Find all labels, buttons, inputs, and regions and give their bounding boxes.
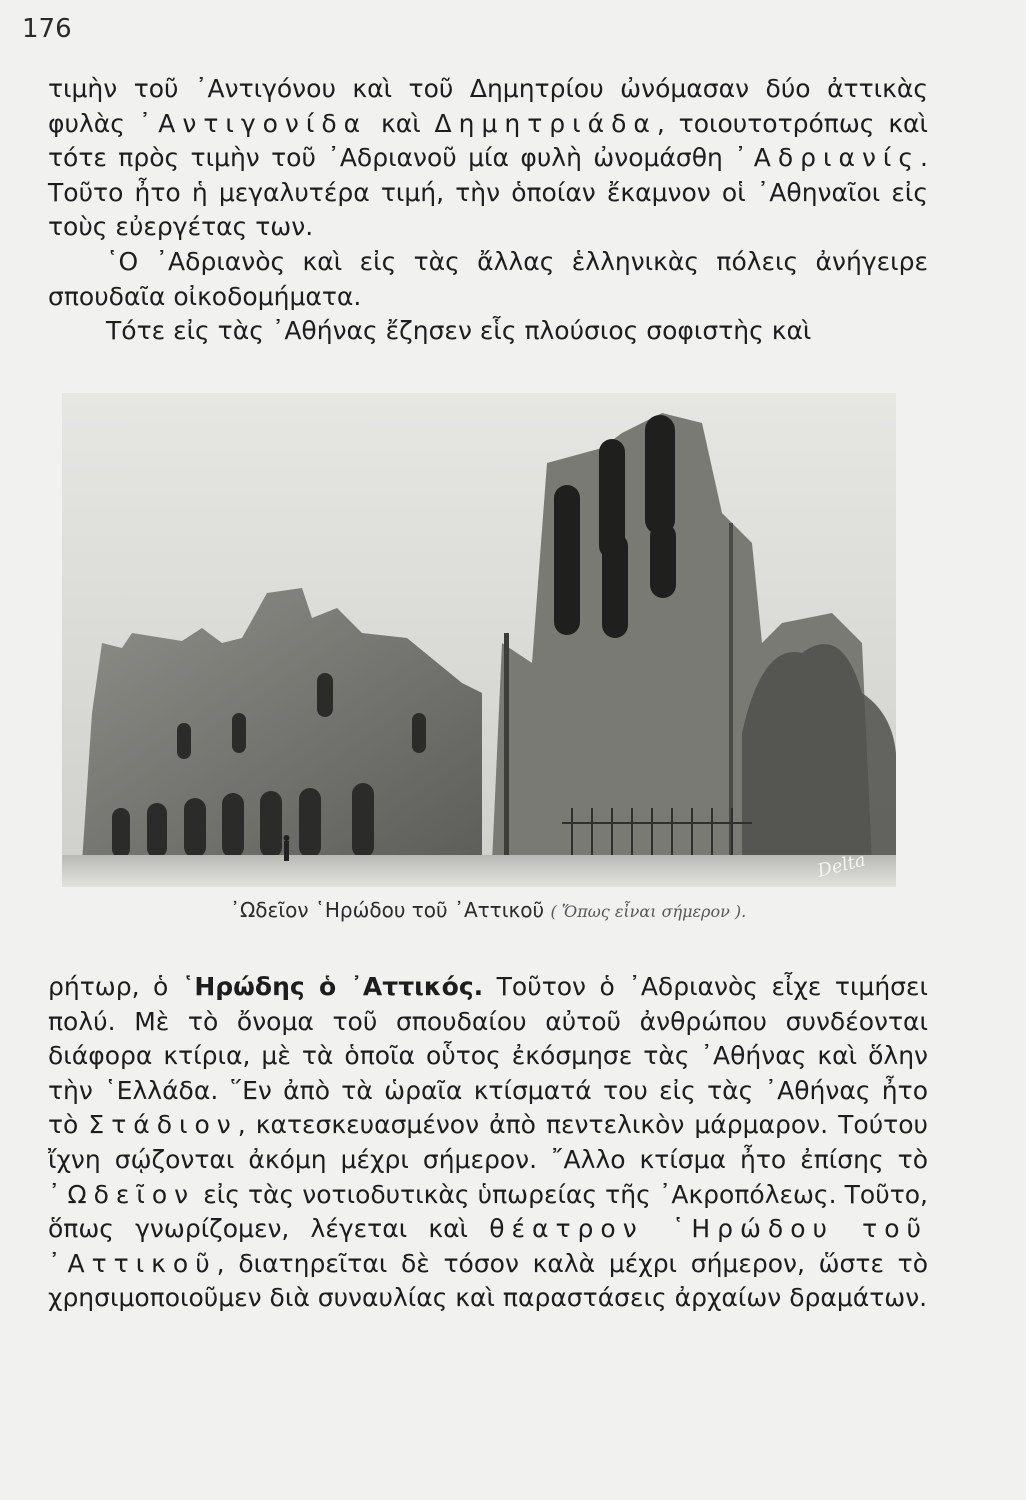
photo-mark: Delta xyxy=(815,849,868,882)
p4-spaced-theatron: θέατρον ῾Ηρώδου τοῦ ᾿Αττικοῦ xyxy=(48,1214,928,1278)
paragraph-3: Τότε εἰς τὰς ᾿Αθήνας ἔζησεν εἷς πλούσιος σοφιστὴς καὶ xyxy=(106,316,812,346)
p4-text-a: ρήτωρ, ὁ xyxy=(48,972,182,1001)
top-text-block xyxy=(48,72,928,349)
caption-note: ( Ὅπως εἶναι σήμερον ). xyxy=(550,902,747,921)
bottom-text-block xyxy=(48,970,928,1316)
p1-text-c: καὶ xyxy=(367,108,435,138)
p4-spaced-stadion: Στάδιον xyxy=(88,1110,238,1140)
p4-text-i: , διατηρεῖται δὲ τόσον καλὰ μέχρι σήμερον, ὥστε τὸ χρησιμοποιοῦμεν διὰ συναυλίας καὶ παραστάσεις ἀρχαίων δραμάτων. xyxy=(48,1248,928,1313)
p1-text-g: . Τοῦτο ἦτο ἡ μεγαλυτέρα τιμή, τὴν ὁποίαν ἔκαμνον οἱ ᾿Αθηναῖοι εἰς τοὺς εὐεργέτας των. xyxy=(48,143,928,242)
page-number: 176 xyxy=(22,14,72,44)
p4-text-e: , κατεσκευασμένον ἀπὸ πεντελικὸν μάρμαρον. Τούτου ἴχνη σῴζονται ἀκόμη μέχρι σήμερον. ῎Αλλο κτίσμα ἦτο ἐπίσης τὸ xyxy=(48,1110,928,1174)
paragraph-2: ῾Ο ᾿Αδριανὸς καὶ εἰς τὰς ἄλλας ἑλληνικὰς πόλεις ἀνήγειρε σπουδαῖα οἰκοδομήματα. xyxy=(48,246,928,311)
caption-main: ᾿Ωδεῖον ῾Ηρώδου τοῦ ᾿Αττικοῦ xyxy=(230,898,545,922)
p1-text-e: , τοιουτοτρόπως καὶ τότε πρὸς τιμὴν τοῦ ᾿Αδριανοῦ μία φυλὴ ὠνομάσθη xyxy=(48,108,928,173)
p4-bold-herodes: ῾Ηρώδης ὁ ᾿Αττικός. xyxy=(181,972,484,1001)
figure-caption xyxy=(230,898,930,922)
p4-spaced-odeion: ᾿Ωδεῖον xyxy=(48,1179,196,1209)
p1-spaced-adrianis: ᾿Αδριανίς xyxy=(734,143,921,173)
p1-spaced-dimitriada: Δημητριάδα xyxy=(434,108,657,138)
paragraph-1 xyxy=(48,72,928,245)
p4-text-g: εἰς τὰς νοτιοδυτικὰς ὑπωρείας τῆς ᾿Ακροπόλεως. Τοῦτο, ὅπως γνωρίζομεν, λέγεται καὶ xyxy=(48,1179,928,1244)
paragraph-4 xyxy=(48,970,928,1316)
p1-text-a: τιμὴν τοῦ ᾿Αντιγόνου καὶ τοῦ Δημητρίου ὠνόμασαν δύο ἀττικὰς φυλὰς xyxy=(48,74,928,138)
p4-text-c: Τοῦτον ὁ ᾿Αδριανὸς εἶχε τιμήσει πολύ. Μὲ τὸ ὄνομα τοῦ σπουδαίου αὐτοῦ ἀνθρώπου συνδέονται διάφορα κτίρια, μὲ τὰ ὁποῖα οὗτος ἐκόσμησε τὰς ᾿Αθήνας καὶ ὅλην τὴν ῾Ελλάδα. ῞Εν ἀπὸ τὰ ὡραῖα κτίσματά του εἰς τὰς ᾿Αθήνας ἦτο τὸ xyxy=(48,972,928,1140)
odeion-photo xyxy=(62,393,896,887)
p1-spaced-antigonida: ᾿Αντιγονίδα xyxy=(138,108,368,138)
